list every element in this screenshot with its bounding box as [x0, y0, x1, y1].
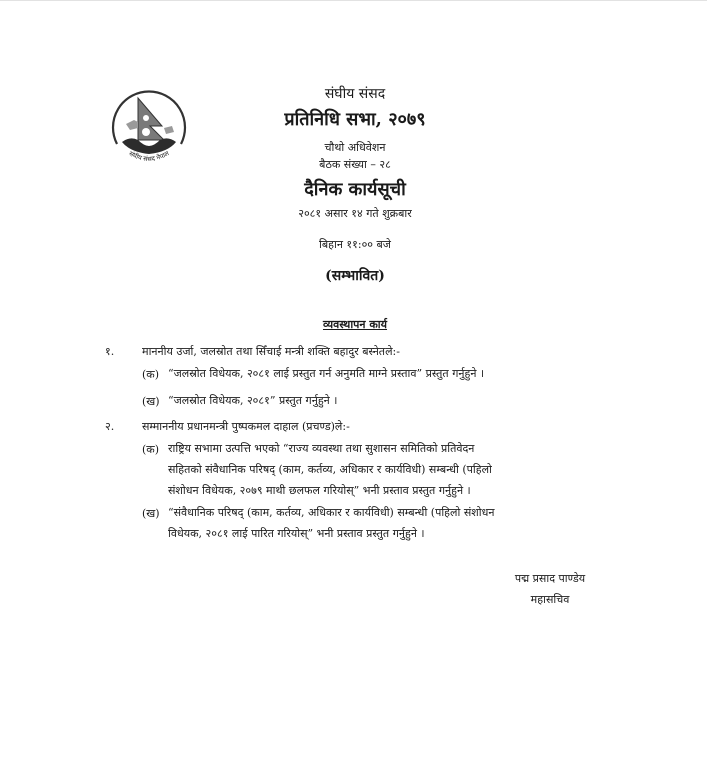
subitem-label: (क) [142, 368, 160, 381]
section-title: व्यवस्थापन कार्य [322, 318, 388, 331]
meeting-number: बैठक संख्या – २८ [319, 158, 391, 171]
agenda-title: दैनिक कार्यसूची [304, 179, 406, 200]
signatory-title: महासचिव [530, 593, 570, 606]
org-name: संघीय संसद [324, 86, 386, 102]
top-border [0, 0, 707, 1]
parliament-emblem-icon [108, 82, 190, 172]
subitem-line: “जलस्रोत विधेयक, २०८१” प्रस्तुत गर्नुहुने । [168, 394, 338, 407]
emblem-text: संघीय संसद नेपाल [127, 149, 171, 164]
meeting-date: २०८१ असार १४ गते शुक्रबार [298, 207, 412, 220]
subitem-line: राष्ट्रिय सभामा उत्पत्ति भएको “राज्य व्यवस्था तथा सुशासन समितिको प्रतिवेदन [168, 442, 475, 455]
item-text: माननीय उर्जा, जलस्रोत तथा सिँचाई मन्त्री शक्ति बहादुर बस्नेतले:- [142, 345, 400, 358]
session-label: चौथो अधिवेशन [324, 141, 386, 154]
subitem-line: सहितको संवैधानिक परिषद् (काम, कर्तव्य, अधिकार र कार्यविधी) सम्बन्धी (पहिलो [168, 463, 492, 476]
subitem-label: (ख) [142, 507, 160, 520]
item-number: १. [105, 345, 115, 358]
signatory-name: पद्म प्रसाद पाण्डेय [514, 572, 586, 585]
agenda-status: (सम्भावित) [325, 268, 385, 284]
subitem-label: (क) [142, 443, 160, 456]
subitem-text [168, 363, 484, 384]
item-text: सम्माननीय प्रधानमन्त्री पुष्पकमल दाहाल (प्रचण्ड)ले:- [142, 420, 350, 433]
emblem-graphic [108, 82, 190, 172]
subitem-line: संशोधन विधेयक, २०७९ माथी छलफल गरियोस्” भनी प्रस्ताव प्रस्तुत गर्नुहुने । [168, 484, 471, 497]
subitem-text [168, 502, 494, 544]
meeting-time: बिहान ११:०० बजे [319, 238, 391, 251]
house-title: प्रतिनिधि सभा, २०७९ [284, 109, 426, 130]
subitem-text [168, 390, 337, 411]
subitem-text [168, 438, 492, 501]
subitem-line: विधेयक, २०८१ लाई पारित गरियोस्” भनी प्रस्ताव प्रस्तुत गर्नुहुने । [168, 527, 425, 540]
subitem-line: “जलस्रोत विधेयक, २०८१ लाई प्रस्तुत गर्न अनुमति माग्ने प्रस्ताव” प्रस्तुत गर्नुहुने । [168, 367, 485, 380]
subitem-line: “संवैधानिक परिषद् (काम, कर्तव्य, अधिकार र कार्यविधी) सम्बन्धी (पहिलो संशोधन [168, 506, 495, 519]
subitem-label: (ख) [142, 395, 160, 408]
item-number: २. [105, 420, 115, 433]
